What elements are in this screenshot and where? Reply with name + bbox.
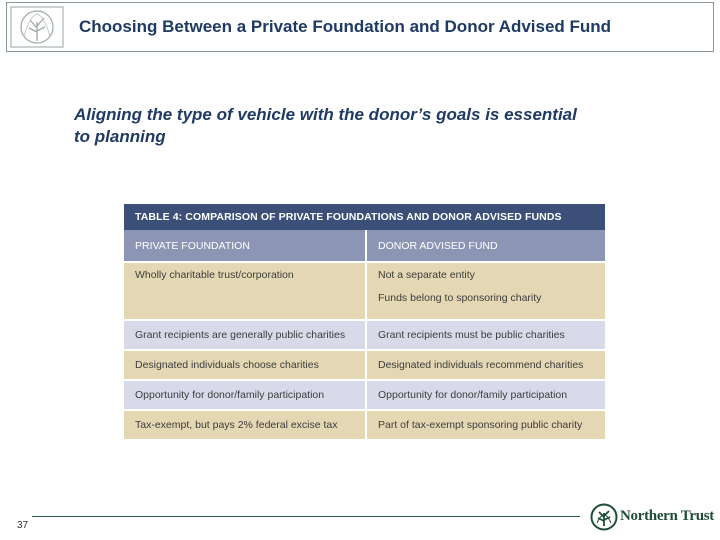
- slide-subtitle: Aligning the type of vehicle with the donor’s goals is essential to planning: [74, 105, 577, 146]
- table-cell: Grant recipients must be public charities: [366, 320, 605, 350]
- page-number: 37: [17, 520, 29, 531]
- tree-seal-icon: [10, 6, 64, 48]
- table-cell: Designated individuals recommend charities: [366, 350, 605, 380]
- table-header-row: [124, 230, 605, 262]
- table-caption-row: [124, 204, 605, 230]
- table-cell: Part of tax-exempt sponsoring public charity: [366, 410, 605, 439]
- northern-trust-emblem-icon: [590, 503, 618, 531]
- table-row: [124, 380, 605, 410]
- table-cell: Opportunity for donor/family participation: [124, 380, 366, 410]
- table-cell: Designated individuals choose charities: [124, 350, 366, 380]
- table-cell: [366, 262, 605, 320]
- table-row: [124, 320, 605, 350]
- table-row: [124, 262, 605, 320]
- table-cell: Wholly charitable trust/corporation: [124, 262, 366, 320]
- table-cell-line: Not a separate entity: [378, 269, 475, 281]
- comparison-table: [124, 204, 605, 439]
- brand-logo: [590, 502, 715, 532]
- table-caption: TABLE 4: COMPARISON OF PRIVATE FOUNDATIONS AND DONOR ADVISED FUNDS: [124, 204, 605, 230]
- table-cell: Tax-exempt, but pays 2% federal excise tax: [124, 410, 366, 439]
- table-row: [124, 410, 605, 439]
- table-cell: Grant recipients are generally public charities: [124, 320, 366, 350]
- brand-name: Northern Trust: [620, 508, 714, 524]
- table-cell: Opportunity for donor/family participation: [366, 380, 605, 410]
- header-donor-advised-fund: DONOR ADVISED FUND: [366, 230, 605, 262]
- table-cell-line: Funds belong to sponsoring charity: [378, 292, 542, 304]
- slide-header: [6, 2, 714, 52]
- header-private-foundation: PRIVATE FOUNDATION: [124, 230, 366, 262]
- slide-title: Choosing Between a Private Foundation and Donor Advised Fund: [79, 17, 612, 36]
- footer-divider: [32, 516, 580, 517]
- table-row: [124, 350, 605, 380]
